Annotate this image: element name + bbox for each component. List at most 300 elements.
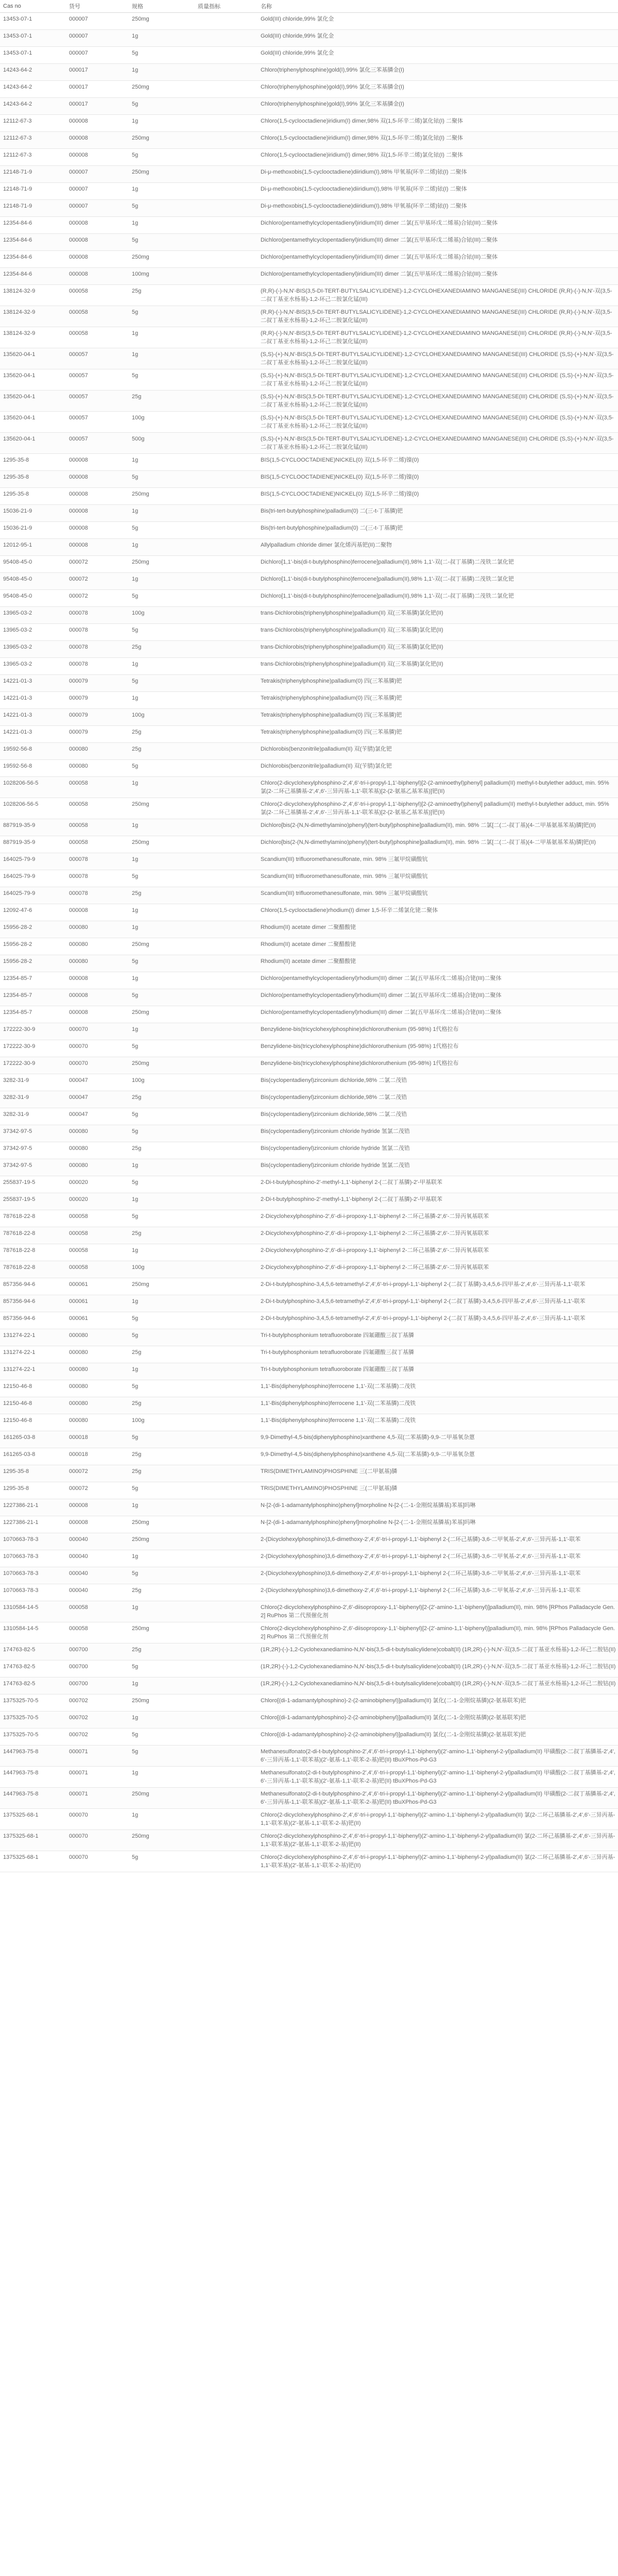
- cell-item-no: 000072: [66, 590, 129, 607]
- cell-quality: [195, 590, 258, 607]
- table-row: [0, 972, 618, 989]
- cell-quality: [195, 1482, 258, 1499]
- cell-name: Gold(III) chloride,99% 氯化金: [258, 47, 618, 64]
- cell-item-no: 000058: [66, 1227, 129, 1244]
- cell-item-no: 000008: [66, 989, 129, 1006]
- table-row: [0, 200, 618, 217]
- cell-size: 5g: [129, 1431, 195, 1448]
- cell-cas: 174763-82-5: [0, 1643, 66, 1660]
- cell-name: Chloro(2-dicyclohexylphosphino-2',4',6'-tri-i-propyl-1,1'-biphenyl)(2'-amino-1,1'-biphenyl-2-yl)palladium(II) 氯(2-二环己基膦基-2',4',6'-三异丙基-1,1'-联苯基)(2'-氨基-1,1'-联苯-2-基)钯(II): [258, 1851, 618, 1872]
- cell-name: Chloro(2-dicyclohexylphosphino-2',4',6'-tri-i-propyl-1,1'-biphenyl)[2-(2-aminoethyl)phenyl] palladium(II) methyl-t-butylether adduct, min. 95% 氯(2-二环己基膦基-2',4',6'-三异丙基-1,1'-联苯基)[2-(2-氨基乙基苯基)]钯(II): [258, 798, 618, 819]
- cell-quality: [195, 1728, 258, 1745]
- cell-cas: 14221-01-3: [0, 709, 66, 726]
- cell-item-no: 000018: [66, 1448, 129, 1465]
- cell-cas: 12012-95-1: [0, 539, 66, 556]
- cell-item-no: 000070: [66, 1023, 129, 1040]
- cell-quality: [195, 327, 258, 348]
- cell-cas: 12354-85-7: [0, 972, 66, 989]
- cell-name: Dichloro(pentamethylcyclopentadienyl)iridium(III) dimer 二氯(五甲基环戊二烯基)合铱(III)二聚体: [258, 251, 618, 268]
- cell-name: Dichloro[1,1'-bis(di-t-butylphosphino)ferrocene]palladium(II),98% 1,1'-双(二-叔丁基膦)二茂铁二氯化钯: [258, 556, 618, 573]
- cell-size: 250mg: [129, 798, 195, 819]
- cell-quality: [195, 217, 258, 234]
- cell-size: 100g: [129, 1261, 195, 1278]
- table-row: [0, 1431, 618, 1448]
- cell-name: 2-Di-t-butylphosphino-2'-methyl-1,1'-biphenyl 2-(二叔丁基膦)-2'-甲基联苯: [258, 1176, 618, 1193]
- cell-size: 1g: [129, 972, 195, 989]
- cell-quality: [195, 972, 258, 989]
- table-row: [0, 675, 618, 692]
- table-row: [0, 1567, 618, 1584]
- cell-item-no: 000078: [66, 624, 129, 641]
- cell-name: Chloro(1,5-cyclooctadiene)rhodium(I) dimer 1,5-环辛二烯氯化铑二聚体: [258, 904, 618, 921]
- cell-cas: 15956-28-2: [0, 955, 66, 972]
- cell-quality: [195, 1176, 258, 1193]
- cell-quality: [195, 30, 258, 47]
- cell-cas: 12112-67-3: [0, 132, 66, 149]
- cell-size: 25g: [129, 743, 195, 760]
- table-row: [0, 1516, 618, 1533]
- cell-size: 5g: [129, 1210, 195, 1227]
- cell-cas: 12092-47-6: [0, 904, 66, 921]
- cell-quality: [195, 1830, 258, 1851]
- cell-name: Tetrakis(triphenylphosphine)palladium(0) 四(三苯基膦)钯: [258, 692, 618, 709]
- cell-size: 5g: [129, 47, 195, 64]
- cell-item-no: 000008: [66, 234, 129, 251]
- cell-cas: 19592-56-8: [0, 743, 66, 760]
- cell-name: 2-Dicyclohexylphosphino-2',6'-di-i-propoxy-1,1'-biphenyl 2-二环己基膦-2',6'-二异丙氧基联苯: [258, 1210, 618, 1227]
- cell-quality: [195, 1091, 258, 1108]
- cell-name: Dichloro[1,1'-bis(di-t-butylphosphino)ferrocene]palladium(II),98% 1,1'-双(二-叔丁基膦)二茂铁二氯化钯: [258, 590, 618, 607]
- cell-quality: [195, 726, 258, 743]
- cell-cas: 1028206-56-5: [0, 798, 66, 819]
- cell-cas: 857356-94-6: [0, 1312, 66, 1329]
- cell-quality: [195, 1040, 258, 1057]
- cell-size: 5g: [129, 1176, 195, 1193]
- cell-name: Dichloro(pentamethylcyclopentadienyl)iridium(III) dimer 二氯(五甲基环戊二烯基)合铱(III)二聚体: [258, 217, 618, 234]
- cell-quality: [195, 183, 258, 200]
- cell-quality: [195, 306, 258, 327]
- table-row: [0, 1006, 618, 1023]
- cell-cas: 15956-28-2: [0, 938, 66, 955]
- table-row: [0, 1261, 618, 1278]
- cell-item-no: 000057: [66, 412, 129, 433]
- cell-quality: [195, 369, 258, 391]
- cell-size: 25g: [129, 1643, 195, 1660]
- cell-quality: [195, 200, 258, 217]
- cell-size: 25g: [129, 285, 195, 306]
- cell-size: 250mg: [129, 1533, 195, 1550]
- cell-item-no: 000058: [66, 285, 129, 306]
- cell-item-no: 000700: [66, 1643, 129, 1660]
- cell-cas: 164025-79-9: [0, 870, 66, 887]
- cell-size: 250mg: [129, 1006, 195, 1023]
- cell-size: 250mg: [129, 1622, 195, 1643]
- cell-item-no: 000080: [66, 1397, 129, 1414]
- cell-item-no: 000071: [66, 1745, 129, 1767]
- cell-quality: [195, 251, 258, 268]
- table-row: [0, 607, 618, 624]
- table-row: [0, 1108, 618, 1125]
- cell-quality: [195, 743, 258, 760]
- cell-quality: [195, 1431, 258, 1448]
- table-row: [0, 81, 618, 98]
- table-row: [0, 904, 618, 921]
- cell-quality: [195, 641, 258, 658]
- cell-name: Chloro(1,5-cyclooctadiene)iridium(I) dimer,98% 双(1,5-环辛二烯)氯化铱(I) 二聚体: [258, 132, 618, 149]
- cell-item-no: 000058: [66, 1601, 129, 1622]
- cell-item-no: 000017: [66, 98, 129, 115]
- cell-item-no: 000007: [66, 166, 129, 183]
- table-row: [0, 1788, 618, 1809]
- cell-item-no: 000080: [66, 955, 129, 972]
- cell-item-no: 000078: [66, 887, 129, 904]
- cell-quality: [195, 556, 258, 573]
- cell-size: 1g: [129, 1023, 195, 1040]
- table-row: [0, 1380, 618, 1397]
- cell-name: TRIS(DIMETHYLAMINO)PHOSPHINE 三(二甲氨基)膦: [258, 1465, 618, 1482]
- cell-item-no: 000061: [66, 1278, 129, 1295]
- cell-size: 5g: [129, 471, 195, 488]
- cell-cas: 857356-94-6: [0, 1295, 66, 1312]
- table-row: [0, 348, 618, 369]
- cell-size: 1g: [129, 658, 195, 675]
- cell-item-no: 000057: [66, 348, 129, 369]
- cell-item-no: 000008: [66, 505, 129, 522]
- cell-name: (S,S)-(+)-N,N'-BIS(3,5-DI-TERT-BUTYLSALICYLIDENE)-1,2-CYCLOHEXANEDIAMINO MANGANESE(III) CHLORIDE (S,S)-(+)-N,N'-双(3,5-二叔丁基亚水杨基)-1,2-环己二胺氯化锰(III): [258, 412, 618, 433]
- cell-name: (1R,2R)-(-)-1,2-Cyclohexanediamino-N,N'-bis(3,5-di-t-butylsalicylidene)cobalt(II) (1R,2R)-(-)-N,N'-双(3,5-二叔丁基亚水杨基)-1,2-环己二胺钴(II): [258, 1677, 618, 1694]
- cell-quality: [195, 1643, 258, 1660]
- cell-name: Scandium(III) trifluoromethanesulfonate, min. 98% 三氟甲烷磺酸钪: [258, 870, 618, 887]
- cell-name: Tetrakis(triphenylphosphine)palladium(0) 四(三苯基膦)钯: [258, 675, 618, 692]
- cell-quality: [195, 1745, 258, 1767]
- cell-item-no: 000047: [66, 1108, 129, 1125]
- cell-quality: [195, 539, 258, 556]
- cell-quality: [195, 149, 258, 166]
- cell-quality: [195, 1125, 258, 1142]
- cell-item-no: 000700: [66, 1660, 129, 1677]
- cell-cas: 1070663-78-3: [0, 1550, 66, 1567]
- cell-cas: 135620-04-1: [0, 412, 66, 433]
- cell-name: Chloro(triphenylphosphine)gold(I),99% 氯化三苯基膦金(I): [258, 81, 618, 98]
- table-row: [0, 327, 618, 348]
- cell-name: N-[2-(di-1-adamantylphosphino)phenyl]morpholine N-[2-(二-1-金刚烷基膦基)苯基]吗啉: [258, 1516, 618, 1533]
- cell-cas: 1375325-70-5: [0, 1711, 66, 1728]
- cell-name: (R,R)-(-)-N,N'-BIS(3,5-DI-TERT-BUTYLSALICYLIDENE)-1,2-CYCLOHEXANEDIAMINO MANGANESE(III) CHLORIDE (R,R)-(-)-N,N'-双(3,5-二叔丁基亚水杨基)-1,2-环己二胺氯化锰(III): [258, 285, 618, 306]
- cell-quality: [195, 1851, 258, 1872]
- cell-cas: 12354-84-6: [0, 251, 66, 268]
- cell-name: 2-Di-t-butylphosphino-3,4,5,6-tetramethyl-2',4',6'-tri-i-propyl-1,1'-biphenyl 2-(二叔丁基膦)-3,4,5,6-四甲基-2',4',6'-三异丙基-1,1'-联苯: [258, 1295, 618, 1312]
- cell-quality: [195, 1533, 258, 1550]
- cell-item-no: 000080: [66, 743, 129, 760]
- cell-quality: [195, 132, 258, 149]
- cell-name: Di-μ-methoxobis(1,5-cyclooctadiene)diiridium(I),98% 甲氧基(环辛二烯)铱(I) 二聚体: [258, 183, 618, 200]
- cell-cas: 12150-46-8: [0, 1397, 66, 1414]
- table-row: [0, 1482, 618, 1499]
- cell-size: 25g: [129, 391, 195, 412]
- cell-size: 1g: [129, 904, 195, 921]
- cell-item-no: 000058: [66, 1261, 129, 1278]
- cell-item-no: 000058: [66, 798, 129, 819]
- cell-quality: [195, 115, 258, 132]
- table-row: [0, 709, 618, 726]
- table-row: [0, 556, 618, 573]
- cell-name: Bis(cyclopentadienyl)zirconium dichloride,98% 二氯二茂锆: [258, 1108, 618, 1125]
- cell-name: 1,1'-Bis(diphenylphosphino)ferrocene 1,1'-双(二苯基膦)二茂铁: [258, 1414, 618, 1431]
- cell-cas: 787618-22-8: [0, 1244, 66, 1261]
- cell-size: 1g: [129, 1193, 195, 1210]
- cell-cas: 14243-64-2: [0, 98, 66, 115]
- cell-name: 9,9-Dimethyl-4,5-bis(diphenylphosphino)xanthene 4,5-双(二苯基膦)-9,9-二甲基氧杂蒽: [258, 1448, 618, 1465]
- cell-name: Chloro(1,5-cyclooctadiene)iridium(I) dimer,98% 双(1,5-环辛二烯)氯化铱(I) 二聚体: [258, 149, 618, 166]
- cell-size: 100g: [129, 607, 195, 624]
- cell-cas: 95408-45-0: [0, 556, 66, 573]
- cell-name: Dichloro[bis(2-(N,N-dimethylamino)phenyl)(tert-butyl)phosphine]palladium(II), min. 98% 二氯[二(二-叔丁基)(4-二甲基氨基苯基)膦]钯(II): [258, 836, 618, 853]
- table-row: [0, 1159, 618, 1176]
- cell-item-no: 000061: [66, 1295, 129, 1312]
- cell-name: (S,S)-(+)-N,N'-BIS(3,5-DI-TERT-BUTYLSALICYLIDENE)-1,2-CYCLOHEXANEDIAMINO MANGANESE(III) CHLORIDE (S,S)-(+)-N,N'-双(3,5-二叔丁基亚水杨基)-1,2-环己二胺氯化锰(III): [258, 369, 618, 391]
- table-row: [0, 522, 618, 539]
- cell-item-no: 000007: [66, 183, 129, 200]
- cell-size: 5g: [129, 1329, 195, 1346]
- cell-quality: [195, 777, 258, 798]
- cell-quality: [195, 166, 258, 183]
- cell-size: 5g: [129, 1040, 195, 1057]
- cell-size: 25g: [129, 1465, 195, 1482]
- cell-item-no: 000080: [66, 1159, 129, 1176]
- cell-quality: [195, 1278, 258, 1295]
- cell-quality: [195, 798, 258, 819]
- cell-name: Bis(cyclopentadienyl)zirconium chloride hydride 氢氯二茂锆: [258, 1159, 618, 1176]
- table-row: [0, 1074, 618, 1091]
- cell-quality: [195, 13, 258, 30]
- cell-item-no: 000072: [66, 1482, 129, 1499]
- cell-item-no: 000078: [66, 853, 129, 870]
- table-row: [0, 1397, 618, 1414]
- cell-name: 2-Dicyclohexylphosphino-2',6'-di-i-propoxy-1,1'-biphenyl 2-二环己基膦-2',6'-二异丙氧基联苯: [258, 1261, 618, 1278]
- table-row: [0, 641, 618, 658]
- table-row: [0, 1767, 618, 1788]
- table-row: [0, 1312, 618, 1329]
- cell-name: Chloro(2-dicyclohexylphosphino-2',6'-diisopropoxy-1,1'-biphenyl)[2-(2'-amino-1,1'-biphenyl)]palladium(II), min. 98% [RPhos Palladacycle Gen. 2] RuPhos 第二代预催化剂: [258, 1601, 618, 1622]
- cell-quality: [195, 1499, 258, 1516]
- cell-name: 1,1'-Bis(diphenylphosphino)ferrocene 1,1'-双(二苯基膦)二茂铁: [258, 1397, 618, 1414]
- cell-item-no: 000070: [66, 1830, 129, 1851]
- cell-name: Bis(cyclopentadienyl)zirconium chloride hydride 氢氯二茂锆: [258, 1125, 618, 1142]
- cell-item-no: 000080: [66, 1329, 129, 1346]
- cell-size: 250mg: [129, 132, 195, 149]
- cell-cas: 164025-79-9: [0, 887, 66, 904]
- cell-cas: 131274-22-1: [0, 1346, 66, 1363]
- table-row: [0, 1533, 618, 1550]
- cell-cas: 37342-97-5: [0, 1142, 66, 1159]
- cell-name: 2-Di-t-butylphosphino-3,4,5,6-tetramethyl-2',4',6'-tri-i-propyl-1,1'-biphenyl 2-(二叔丁基膦)-3,4,5,6-四甲基-2',4',6'-三异丙基-1,1'-联苯: [258, 1278, 618, 1295]
- cell-item-no: 000008: [66, 972, 129, 989]
- cell-size: 5g: [129, 870, 195, 887]
- cell-quality: [195, 1584, 258, 1601]
- cell-item-no: 000057: [66, 369, 129, 391]
- cell-cas: 1375325-68-1: [0, 1851, 66, 1872]
- cell-name: Bis(tri-tert-butylphosphine)palladium(0) 二(三-t-丁基膦)钯: [258, 522, 618, 539]
- cell-cas: 787618-22-8: [0, 1227, 66, 1244]
- cell-quality: [195, 1809, 258, 1830]
- cell-cas: 172222-30-9: [0, 1023, 66, 1040]
- table-row: [0, 132, 618, 149]
- cell-name: Chloro(1,5-cyclooctadiene)iridium(I) dimer,98% 双(1,5-环辛二烯)氯化铱(I) 二聚体: [258, 115, 618, 132]
- table-row: [0, 1711, 618, 1728]
- cell-item-no: 000072: [66, 556, 129, 573]
- cell-name: (S,S)-(+)-N,N'-BIS(3,5-DI-TERT-BUTYLSALICYLIDENE)-1,2-CYCLOHEXANEDIAMINO MANGANESE(III) CHLORIDE (S,S)-(+)-N,N'-双(3,5-二叔丁基亚水杨基)-1,2-环己二胺氯化锰(III): [258, 348, 618, 369]
- cell-item-no: 000080: [66, 1414, 129, 1431]
- cell-quality: [195, 1346, 258, 1363]
- cell-cas: 12112-67-3: [0, 149, 66, 166]
- table-row: [0, 306, 618, 327]
- cell-name: Chloro(triphenylphosphine)gold(I),99% 氯化三苯基膦金(I): [258, 64, 618, 81]
- cell-quality: [195, 819, 258, 836]
- cell-item-no: 000007: [66, 200, 129, 217]
- table-row: [0, 1414, 618, 1431]
- cell-item-no: 000007: [66, 47, 129, 64]
- cell-name: TRIS(DIMETHYLAMINO)PHOSPHINE 三(二甲氨基)膦: [258, 1482, 618, 1499]
- cell-cas: 1375325-70-5: [0, 1728, 66, 1745]
- cell-cas: 1295-35-8: [0, 488, 66, 505]
- table-row: [0, 1210, 618, 1227]
- cell-item-no: 000018: [66, 1431, 129, 1448]
- cell-cas: 14221-01-3: [0, 692, 66, 709]
- table-row: [0, 938, 618, 955]
- cell-name: Bis(cyclopentadienyl)zirconium dichloride,98% 二氯二茂锆: [258, 1074, 618, 1091]
- cell-name: Bis(cyclopentadienyl)zirconium dichloride,98% 二氯二茂锆: [258, 1091, 618, 1108]
- cell-item-no: 000061: [66, 1312, 129, 1329]
- cell-name: N-[2-(di-1-adamantylphosphino)phenyl]morpholine N-[2-(二-1-金刚烷基膦基)苯基]吗啉: [258, 1499, 618, 1516]
- cell-item-no: 000008: [66, 488, 129, 505]
- cell-quality: [195, 1329, 258, 1346]
- cell-cas: 1070663-78-3: [0, 1567, 66, 1584]
- cell-name: Methanesulfonato(2-di-t-butylphosphino-2',4',6'-tri-i-propyl-1,1'-biphenyl)(2'-amino-1,1'-biphenyl-2-yl)palladium(II) 甲磺酸(2-二叔丁基膦基-2',4',6'-三异丙基-1,1'-联苯基)(2'-氨基-1,1'-联苯-2-基)钯(II) tBuXPhos-Pd-G3: [258, 1745, 618, 1767]
- cell-cas: 12150-46-8: [0, 1380, 66, 1397]
- cell-name: Dichlorobis(benzonitrile)palladium(II) 双(苄腈)氯化钯: [258, 760, 618, 777]
- table-row: [0, 1643, 618, 1660]
- cell-item-no: 000008: [66, 471, 129, 488]
- cell-quality: [195, 921, 258, 938]
- cell-quality: [195, 1159, 258, 1176]
- cell-cas: 3282-31-9: [0, 1074, 66, 1091]
- cell-size: 5g: [129, 98, 195, 115]
- cell-size: 250mg: [129, 1516, 195, 1533]
- cell-size: 5g: [129, 234, 195, 251]
- cell-size: 1g: [129, 30, 195, 47]
- cell-name: Gold(III) chloride,99% 氯化金: [258, 13, 618, 30]
- cell-item-no: 000080: [66, 1346, 129, 1363]
- cell-quality: [195, 1074, 258, 1091]
- cell-name: (1R,2R)-(-)-1,2-Cyclohexanediamino-N,N'-bis(3,5-di-t-butylsalicylidene)cobalt(II) (1R,2R)-(-)-N,N'-双(3,5-二叔丁基亚水杨基)-1,2-环己二胺钴(II): [258, 1660, 618, 1677]
- cell-item-no: 000078: [66, 658, 129, 675]
- cell-cas: 172222-30-9: [0, 1057, 66, 1074]
- table-row: [0, 836, 618, 853]
- cell-name: (S,S)-(+)-N,N'-BIS(3,5-DI-TERT-BUTYLSALICYLIDENE)-1,2-CYCLOHEXANEDIAMINO MANGANESE(III) CHLORIDE (S,S)-(+)-N,N'-双(3,5-二叔丁基亚水杨基)-1,2-环己二胺氯化锰(III): [258, 391, 618, 412]
- cell-quality: [195, 47, 258, 64]
- table-row: [0, 853, 618, 870]
- table-row: [0, 1851, 618, 1872]
- cell-item-no: 000008: [66, 1006, 129, 1023]
- cell-name: (R,R)-(-)-N,N'-BIS(3,5-DI-TERT-BUTYLSALICYLIDENE)-1,2-CYCLOHEXANEDIAMINO MANGANESE(III) CHLORIDE (R,R)-(-)-N,N'-双(3,5-二叔丁基亚水杨基)-1,2-环己二胺氯化锰(III): [258, 327, 618, 348]
- cell-item-no: 000072: [66, 1465, 129, 1482]
- cell-cas: 13965-03-2: [0, 641, 66, 658]
- table-row: [0, 887, 618, 904]
- cell-cas: 1310584-14-5: [0, 1601, 66, 1622]
- table-row: [0, 64, 618, 81]
- table-row: [0, 285, 618, 306]
- cell-quality: [195, 1567, 258, 1584]
- cell-name: (S,S)-(+)-N,N'-BIS(3,5-DI-TERT-BUTYLSALICYLIDENE)-1,2-CYCLOHEXANEDIAMINO MANGANESE(III) CHLORIDE (S,S)-(+)-N,N'-双(3,5-二叔丁基亚水杨基)-1,2-环己二胺氯化锰(III): [258, 433, 618, 454]
- table-row: [0, 433, 618, 454]
- cell-cas: 1447963-75-8: [0, 1788, 66, 1809]
- table-row: [0, 13, 618, 30]
- cell-size: 1g: [129, 921, 195, 938]
- cell-cas: 1295-35-8: [0, 471, 66, 488]
- table-row: [0, 454, 618, 471]
- cell-name: trans-Dichlorobis(triphenylphosphine)palladium(II) 双(三苯基膦)氯化钯(II): [258, 641, 618, 658]
- cell-cas: 12354-84-6: [0, 217, 66, 234]
- cell-quality: [195, 607, 258, 624]
- cell-item-no: 000008: [66, 251, 129, 268]
- cell-quality: [195, 1244, 258, 1261]
- cell-size: 5g: [129, 624, 195, 641]
- cell-size: 5g: [129, 200, 195, 217]
- cell-name: 2-(Dicyclohexylphosphino)3,6-dimethoxy-2',4',6'-tri-i-propyl-1,1'-biphenyl 2-(二环己基膦)-3,6-二甲氧基-2',4',6'-三异丙基-1,1'-联苯: [258, 1567, 618, 1584]
- cell-size: 5g: [129, 1482, 195, 1499]
- cell-cas: 135620-04-1: [0, 433, 66, 454]
- cell-size: 1g: [129, 819, 195, 836]
- cell-size: 1g: [129, 217, 195, 234]
- cell-quality: [195, 234, 258, 251]
- cell-item-no: 000058: [66, 819, 129, 836]
- cell-size: 25g: [129, 726, 195, 743]
- cell-cas: 1028206-56-5: [0, 777, 66, 798]
- cell-cas: 174763-82-5: [0, 1660, 66, 1677]
- table-row: [0, 921, 618, 938]
- cell-cas: 14243-64-2: [0, 64, 66, 81]
- cell-cas: 12148-71-9: [0, 166, 66, 183]
- cell-cas: 13453-07-1: [0, 13, 66, 30]
- table-row: [0, 412, 618, 433]
- table-row: [0, 1193, 618, 1210]
- cell-cas: 13453-07-1: [0, 30, 66, 47]
- cell-size: 25g: [129, 1448, 195, 1465]
- cell-name: Di-μ-methoxobis(1,5-cyclooctadiene)diiridium(I),98% 甲氧基(环辛二烯)铱(I) 二聚体: [258, 200, 618, 217]
- cell-size: 1g: [129, 1767, 195, 1788]
- cell-cas: 787618-22-8: [0, 1210, 66, 1227]
- table-row: [0, 1244, 618, 1261]
- cell-quality: [195, 1108, 258, 1125]
- cell-quality: [195, 1414, 258, 1431]
- cell-cas: 12354-85-7: [0, 989, 66, 1006]
- cell-cas: 3282-31-9: [0, 1091, 66, 1108]
- cell-quality: [195, 1023, 258, 1040]
- table-row: [0, 1694, 618, 1711]
- cell-size: 250mg: [129, 938, 195, 955]
- cell-size: 1g: [129, 327, 195, 348]
- table-row: [0, 1499, 618, 1516]
- table-row: [0, 1660, 618, 1677]
- cell-item-no: 000080: [66, 921, 129, 938]
- cell-name: Chloro(triphenylphosphine)gold(I),99% 氯化三苯基膦金(I): [258, 98, 618, 115]
- cell-name: BIS(1,5-CYCLOOCTADIENE)NICKEL(0) 双(1,5-环辛二烯)镍(0): [258, 454, 618, 471]
- cell-name: Dichloro[1,1'-bis(di-t-butylphosphino)ferrocene]palladium(II),98% 1,1'-双(二-叔丁基膦)二茂铁二氯化钯: [258, 573, 618, 590]
- cell-name: trans-Dichlorobis(triphenylphosphine)palladium(II) 双(三苯基膦)氯化钯(II): [258, 658, 618, 675]
- cell-item-no: 000071: [66, 1788, 129, 1809]
- cell-item-no: 000008: [66, 115, 129, 132]
- cell-cas: 12148-71-9: [0, 200, 66, 217]
